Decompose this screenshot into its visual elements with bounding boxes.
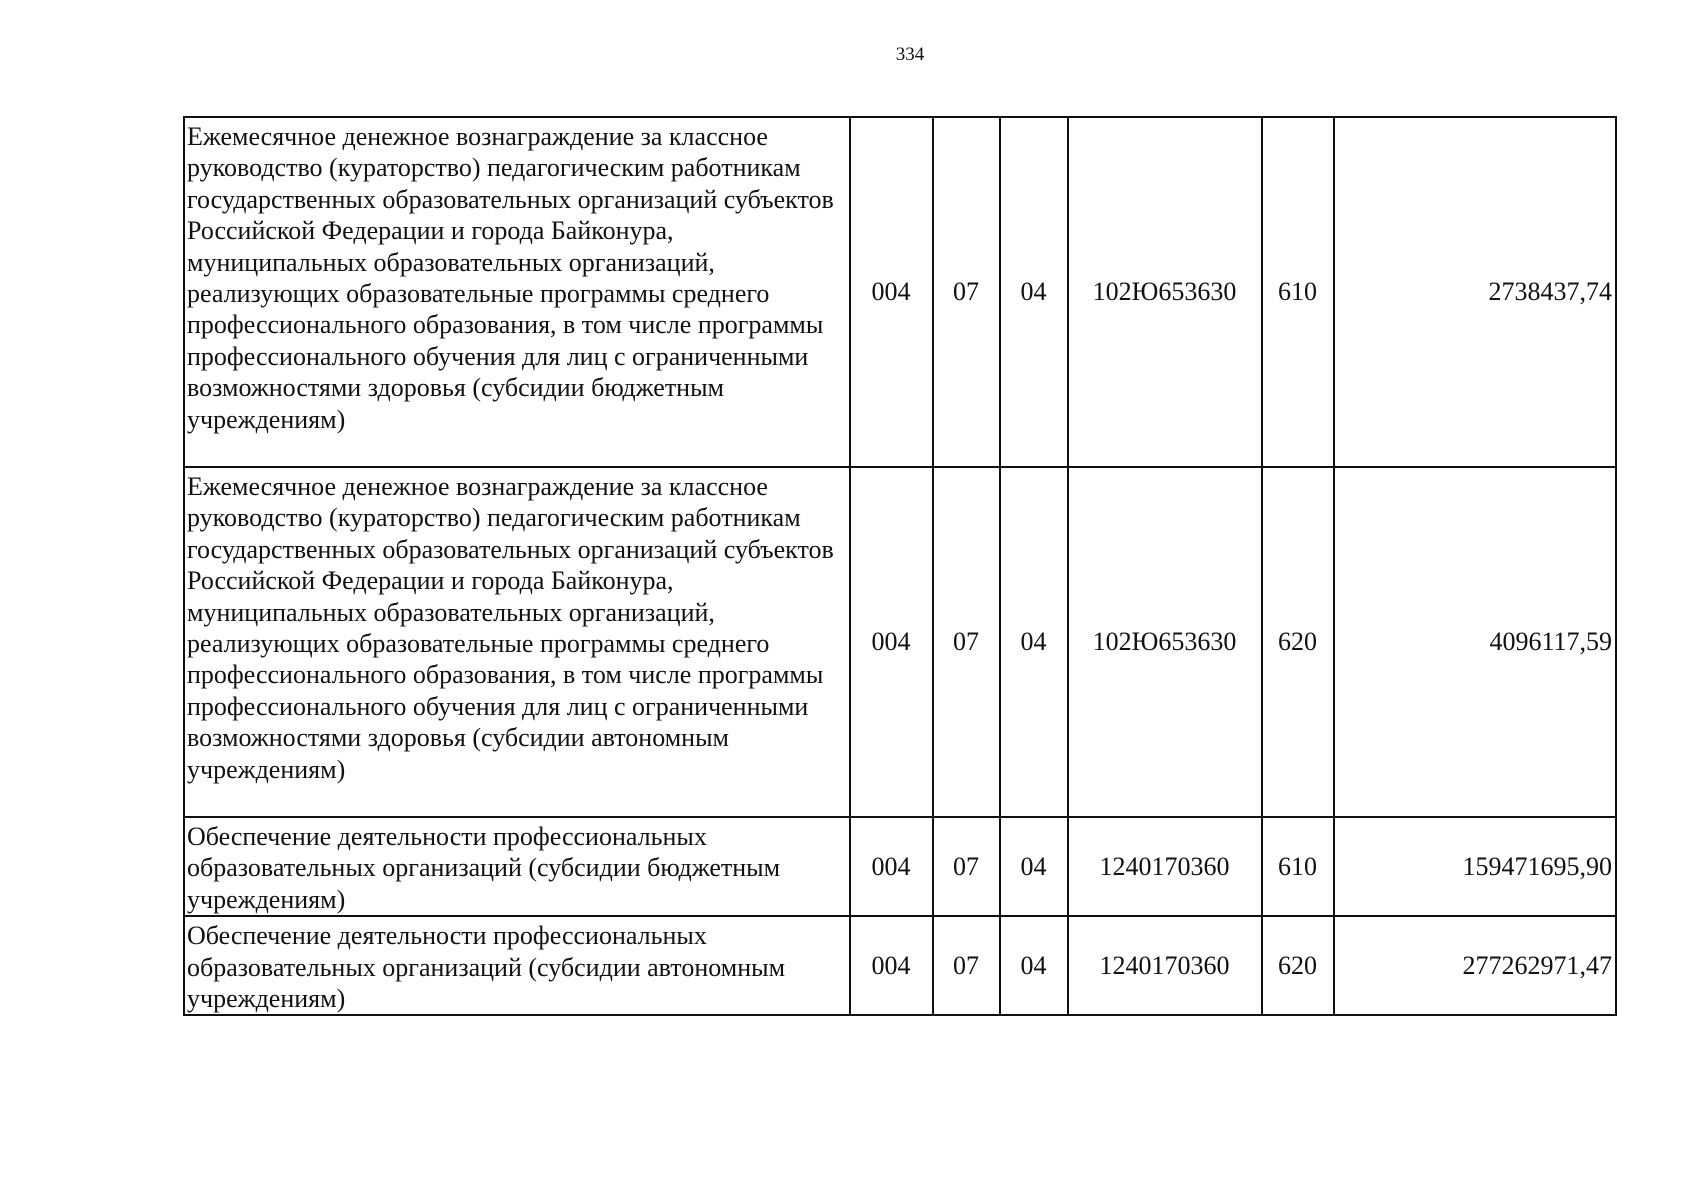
budget-table (183, 116, 1617, 1016)
amount-cell: 277262971,47 (1334, 916, 1616, 1015)
page-number: 334 (895, 44, 925, 65)
subsection-code-cell: 04 (1000, 467, 1068, 817)
target-article-cell: 1240170360 (1068, 916, 1262, 1015)
ministry-code-cell: 004 (850, 117, 933, 467)
expense-type-cell: 610 (1262, 817, 1334, 916)
subsection-code-cell: 04 (1000, 916, 1068, 1015)
ministry-code-cell: 004 (850, 817, 933, 916)
subsection-code-cell: 04 (1000, 117, 1068, 467)
expense-type-cell: 620 (1262, 916, 1334, 1015)
expense-type-cell: 610 (1262, 117, 1334, 467)
section-code-cell: 07 (933, 467, 1000, 817)
section-code-cell: 07 (933, 817, 1000, 916)
expense-name-cell: Обеспечение деятельности профессиональных образовательных организаций (субсидии бюджетным учреждениям) (184, 817, 850, 916)
expense-type-cell: 620 (1262, 467, 1334, 817)
target-article-cell: 1240170360 (1068, 817, 1262, 916)
section-code-cell: 07 (933, 117, 1000, 467)
amount-cell: 159471695,90 (1334, 817, 1616, 916)
amount-cell: 4096117,59 (1334, 467, 1616, 817)
expense-name-cell: Ежемесячное денежное вознаграждение за классное руководство (кураторство) педагогическим работникам государственных образовательных организаций субъектов Российской Федерации и города Байконура, муниципальных образовательных организаций, реализующих образовательные программы среднего профессионального образования, в том числе программы профессионального обучения для лиц с ограниченными возможностями здоровья (субсидии автономным учреждениям) (184, 467, 850, 817)
table-row (184, 817, 1616, 916)
subsection-code-cell: 04 (1000, 817, 1068, 916)
target-article-cell: 102Ю653630 (1068, 117, 1262, 467)
section-code-cell: 07 (933, 916, 1000, 1015)
table-row (184, 117, 1616, 467)
ministry-code-cell: 004 (850, 916, 933, 1015)
table-row (184, 467, 1616, 817)
expense-name-cell: Ежемесячное денежное вознаграждение за классное руководство (кураторство) педагогическим работникам государственных образовательных организаций субъектов Российской Федерации и города Байконура, муниципальных образовательных организаций, реализующих образовательные программы среднего профессионального образования, в том числе программы профессионального обучения для лиц с ограниченными возможностями здоровья (субсидии бюджетным учреждениям) (184, 117, 850, 467)
expense-name-cell: Обеспечение деятельности профессиональных образовательных организаций (субсидии автономным учреждениям) (184, 916, 850, 1015)
ministry-code-cell: 004 (850, 467, 933, 817)
table-row (184, 916, 1616, 1015)
target-article-cell: 102Ю653630 (1068, 467, 1262, 817)
amount-cell: 2738437,74 (1334, 117, 1616, 467)
